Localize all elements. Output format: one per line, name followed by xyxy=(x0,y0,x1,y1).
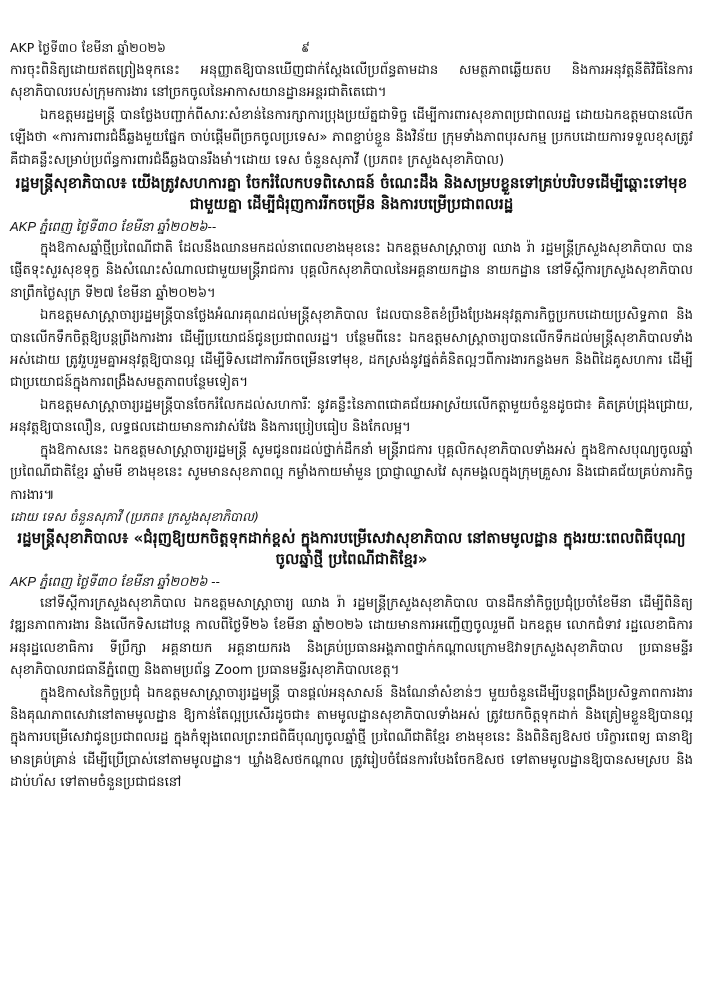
article2-headline: រដ្ឋមន្ត្រីសុខាភិបាល៖ យើងត្រូវសហការគ្នា ចែករំលែកបទពិសោធន៍ ចំណេះដឹង និងសម្របខ្លួនទៅគ្រប់បរិបទដើម្បីឆ្ពោះទៅមុខជាមួយគ្នា ដើម្បីជំរុញការរីកចម្រើន និងការបម្រើប្រជាពលរដ្ឋ xyxy=(15,174,688,214)
article2-byline: ដោយ ទេស ចំនួនសុភាវី (ប្រភព៖ ក្រសួងសុខាភិបាល) xyxy=(10,508,259,524)
article3-paragraph-1: នៅទីស្តីការក្រសួងសុខាភិបាល ឯកឧត្តមសាស្ត្រាចារ្យ ឈាង រ៉ា រដ្ឋមន្ត្រីក្រសួងសុខាភិបាល បានដឹកនាំកិច្ចប្រជុំប្រចាំខែមីនា ដើម្បីពិនិត្យវឌ្ឍនភាពការងារ និងលើកទិសដៅបន្ត កាលពីថ្ងៃទី២៦ ខែមីនា ឆ្នាំ២០២៦ ដោយមានការអញ្ជើញចូលរួមពី ឯកឧត្តម លោកជំទាវ រដ្ឋលេខាធិការ អនុរដ្ឋលេខាធិការ ទីប្រឹក្សា អគ្គនាយក អគ្គនាយករង និងគ្រប់ប្រធានអង្គភាពថ្នាក់កណ្តាលក្រោមឱវាទក្រសួងសុខាភិបាល ប្រធានមន្ទីរសុខាភិបាលរាជធានីភ្នំពេញ និងតាមប្រព័ន្ធ Zoom ប្រធានមន្ទីរសុខាភិបាលខេត្ត។ xyxy=(10,595,693,679)
article1-paragraph-2: ឯកឧត្តមរដ្ឋមន្ត្រី បានថ្លែងបញ្ជាក់ពីសារៈសំខាន់នៃការក្សាការប្រុងប្រយ័ត្នជាទិច្ច ដើម្បីការពារសុខភាពប្រជាពលរដ្ឋ ដោយឯកឧត្តមបានលើកឡើងថា «ការការពារជំងឺឆ្លងមួយផ្នែក ចាប់ផ្តើមពីច្រកចូលប្រទេស» ភាពខ្ជាប់ខ្ជួន និងវិន័យ ក្រុមទាំងភាពបុរសកម្ម ប្រកបដោយការទទួលខុសត្រូវ គឺជាគន្លឹះសម្រាប់ប្រព័ន្ធការពារជំងឺឆ្លងបានរឹងមាំ។ដោយ ទេស ចំនួនសុភាវី (ប្រភព៖ ក្រសួងសុខាភិបាល) xyxy=(10,107,693,168)
page-content xyxy=(10,60,693,795)
article3-dateline: AKP ភ្នំពេញ ថ្ងៃទី៣០ ខែមីនា ឆ្នាំ២០២៦ -- xyxy=(10,573,220,589)
article2-paragraph-2: ឯកឧត្តមសាស្ត្រាចារ្យរដ្ឋមន្ត្រីបានថ្លែងអំណរគុណដល់មន្ត្រីសុខាភិបាល ដែលបានខិតខំប្រឹងប្រែងអនុវត្តភារកិច្ចប្រកបដោយប្រសិទ្ធភាព និងបានលើកទឹកចិត្តឱ្យបន្តព្រីងការងារ ដើម្បីប្រយោជន៍ជូនប្រជាពលរដ្ឋ។ បន្ថែមពីនេះ ឯកឧត្តមសាស្ត្រាចារ្យបានលើកទឹកដល់មន្ត្រីសុខាភិបាលទាំងអស់ដោយ ត្រូវរួបរួមគ្នាអនុវត្តឱ្យបានល្អ ដើម្បីទិសដៅការរីកចម្រើនទៅមុខ, ដកស្រង់នូវផ្នត់គំនិតល្អៗពីការងារកន្លងមក និងពិដៃគូសហការ ដើម្បីជាប្រយោជន៍ក្នុងការពង្រឹងសមត្ថភាពបន្ថែមទៀត។ xyxy=(10,308,693,391)
article3-paragraph-2: ក្នុងឱកាសនៃកិច្ចប្រជុំ ឯកឧត្តមសាស្ត្រាចារ្យរដ្ឋមន្ត្រី បានផ្តល់អនុសាសន៍ និងណែនាំសំខាន់ៗ មួយចំនួនដើម្បីបន្តពង្រឹងប្រសិទ្ធភាពការងារ និងគុណភាពសេវានៅតាមមូលដ្ឋាន ឱ្យកាន់តែល្អប្រសើរដូចជា៖ តាមមូលដ្ឋានសុខាភិបាលទាំងអស់ ត្រូវយកចិត្តទុកដាក់ និងត្រៀមខ្លួនឱ្យបានល្អ ក្នុងការបម្រើសេវាជូនប្រជាពលរដ្ឋ ក្នុងកំឡុងពេលព្រះរាជពិធីបុណ្យចូលឆ្នាំថ្មី ប្រពៃណីជាតិខ្មែរ ខាងមុខនេះ និងពិនិត្យឱសថ បរិក្ខារពេទ្យ ធានាឱ្យមានគ្រប់គ្រាន់ ដើម្បីប្រើប្រាស់នៅតាមមូលដ្ឋាន។ ឃ្លាំងឱសថកណ្តាល ត្រូវរៀបចំផែនការបែងចែកឱសថ ទៅតាមមូលដ្ឋានឱ្យបានសមស្រប និងដាប់ហ័ស ទៅតាមចំនួនប្រជាជននៅ xyxy=(10,685,693,791)
page-number: ៩ xyxy=(301,40,310,55)
header-agency-date: AKP ថ្ងៃទី៣០ ខែមីនា ឆ្នាំ២០២៦ xyxy=(10,40,166,55)
article3-headline: រដ្ឋមន្ត្រីសុខាភិបាល៖ «ជំរុញឱ្យយកចិត្តទុកដាក់ខ្ពស់ ក្នុងការបម្រើសេវាសុខាភិបាល នៅតាមមូលដ្ឋាន ក្នុងរយៈពេលពិធីបុណ្យចូលឆ្នាំថ្មី ប្រពៃណីជាតិខ្មែរ» xyxy=(17,528,686,568)
article2-paragraph-3: ឯកឧត្តមសាស្ត្រាចារ្យរដ្ឋមន្ត្រីបានចែករំលែកដល់សហការីៈ នូវគន្លឹះនៃភាពជោគជ័យអាស្រ័យលើកត្តាមួយចំនួនដូចជា៖ គិតគ្រប់ជ្រុងជ្រោយ, អនុវត្តឱ្យបានលឿន, លទ្ធផលដោយមានការវាស់វែង និងការប្រៀបធៀប និងកែលម្អ។ xyxy=(10,397,693,436)
article2-paragraph-1: ក្នុងឱកាសឆ្នាំថ្មីប្រពៃណីជាតិ ដែលនឹងឈានមកដល់នាពេលខាងមុខនេះ ឯកឧត្តមសាស្ត្រាចារ្យ ឈាង រ៉ា រដ្ឋមន្ត្រីក្រសួងសុខាភិបាល បានផ្ញើតទុះសួរសុខទុក្ខ និងសំណេះសំណាលជាមួយមន្ត្រីរាជការ បុគ្គលិកសុខាភិបាលនៃអគ្គនាយកដ្ឋាន នាយកដ្ឋាន នៅទីស្តីការក្រសួងសុខាភិបាល នាព្រឹកថ្ងៃសុក្រ ទី២៧ ខែមីនា ឆ្នាំ២០២៦។ xyxy=(10,241,693,301)
article2-paragraph-4: ក្នុងឱកាសនេះ ឯកឧត្តមសាស្ត្រាចារ្យរដ្ឋមន្ត្រី សូមជូនពរដល់ថ្នាក់ដឹកនាំ មន្ត្រីរាជការ បុគ្គលិកសុខាភិបាលទាំងអស់ ក្នុងឱកាសបុណ្យចូលឆ្នាំប្រពៃណីជាតិខ្មែរ ឆ្នាំមមី ខាងមុខនេះ សូមមានសុខភាពល្អ កម្លាំងកាយមាំមួន ប្រាជ្ញាឈ្លាសវៃ សុភមង្គលក្នុងក្រុមគ្រួសារ និងជោគជ័យគ្រប់ភារកិច្ចការងារ៕ xyxy=(10,442,693,503)
page-header xyxy=(10,40,693,62)
article1-paragraph-1: ការចុះពិនិត្យដោយឥតព្រៀងទុកនេះ អនុញ្ញាតឱ្យបានឃើញជាក់ស្តែងលើប្រព័ន្ធតាមដាន សមត្ថភាពឆ្លើយតប និងការអនុវត្តនីតិវិធីនៃការសុខាភិបាលរបស់ក្រុមការងារ នៅច្រកចូលនៃអាកាសយានដ្ឋានអន្តរជាតិតេជោ។ xyxy=(10,63,693,101)
article2-dateline: AKP ភ្នំពេញ ថ្ងៃទី៣០ ខែមីនា ឆ្នាំ២០២៦-- xyxy=(10,219,217,235)
